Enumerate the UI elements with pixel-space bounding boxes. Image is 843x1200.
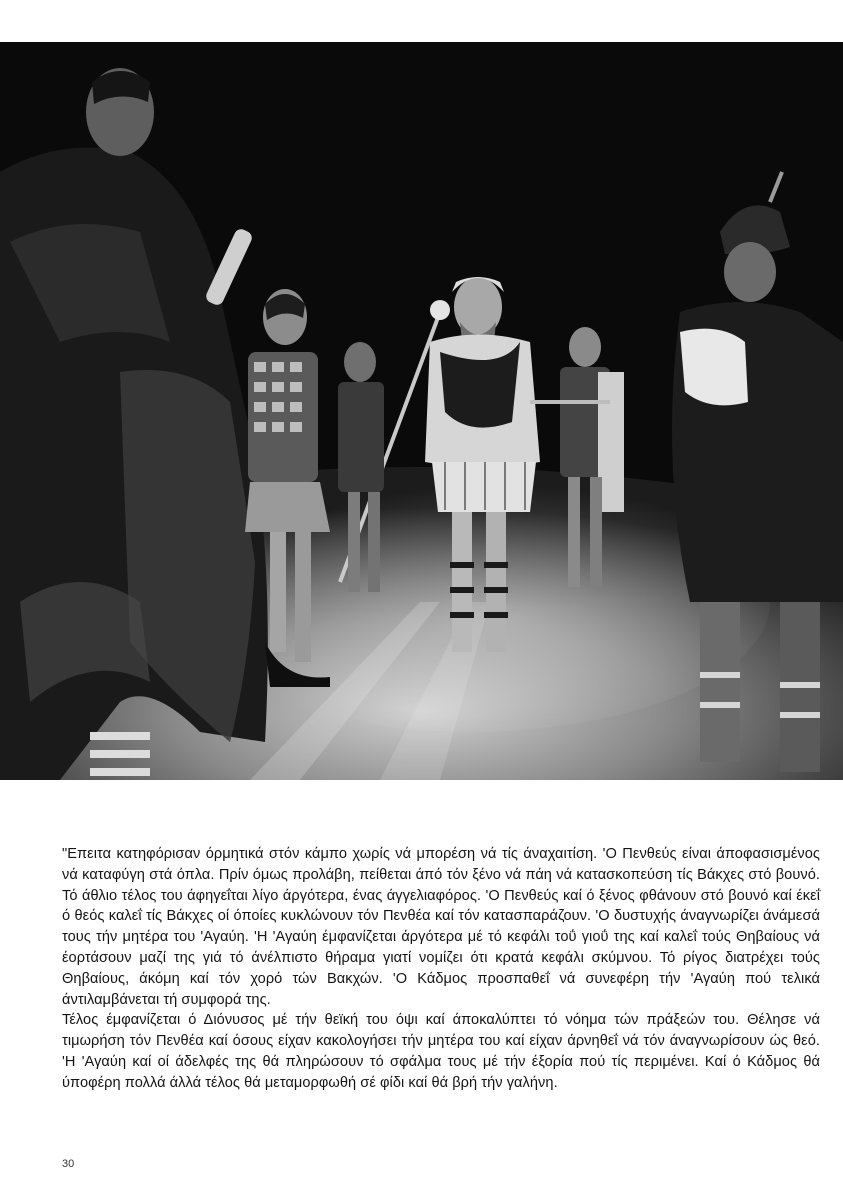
article-paragraph-1: "Επειτα κατηφόρισαν όρμητικά στόν κάμπο χωρίς νά μπορέση νά τίς άναχαιτίση. 'Ο Πενθεύς είναι άποφασισμένος νά καταφύγη στά όπλα. Πρίν όμως προλάβη, πείθεται άπό τόν ξένο νά πάη νά κατασκοπεύση τίς Βάκχες στό βουνό. Τό άθλιο τέλος του άφηγεΐται λίγο άργότερα, ένας άγγελιαφόρος. 'Ο Πενθεύς καί ό ξένος φθάνουν στό βουνό καί έκεΐ ό θεός καλεΐ τίς Βάκχες οί όποίες κυκλώνουν τόν Πενθέα καί τόν κατασπαράζουν. 'Ο δυστυχής άναγνωρίζει άνάμεσά τους τήν μητέρα του 'Αγαύη. 'Η 'Αγαύη έμφανίζεται άργότερα μέ τό κεφάλι τοΰ γιοΰ της καί καλεΐ τούς Θηβαίους νά έορτάσουν μαζί της γιά τό άνέλπιστο θήραμα γιατί νομίζει ότι κρατά κεφάλι σκύμνου. Τό ρίγος διατρέχει τούς Θηβαίους, άκόμη καί τόν χορό τών Βακχών. 'Ο Κάδμος προσπαθεΐ νά συνεφέρη τήν 'Αγαύη πού τελικά άντιλαμβάνεται τή συμφορά της. — [62, 846, 820, 1008]
article-body — [62, 844, 820, 1094]
article-paragraph-2: Τέλος έμφανίζεται ό Διόνυσος μέ τήν θεϊκή του όψι καί άποκαλύπτει τό νόημα τών πράξεών του. Θέλησε νά τιμωρήση τόν Πενθέα καί όσους είχαν κακολογήσει τήν μητέρα του καί είχαν άρνηθεΐ νά τόν άναγνωρίσουν ώς θεό. 'Η 'Αγαύη καί οί άδελφές της θά πληρώσουν τό σφάλμα τους μέ τήν έξορία πού τίς περιμένει. Καί ό Κάδμος θά ύποφέρη πολλά άλλά τέλος θά μεταμορφωθή σέ φίδι καί θά βρή τήν γαλήνη. — [62, 1012, 820, 1091]
stage-photograph-illustration — [0, 42, 843, 780]
page-number: 30 — [62, 1158, 75, 1170]
stage-photograph — [0, 42, 843, 780]
